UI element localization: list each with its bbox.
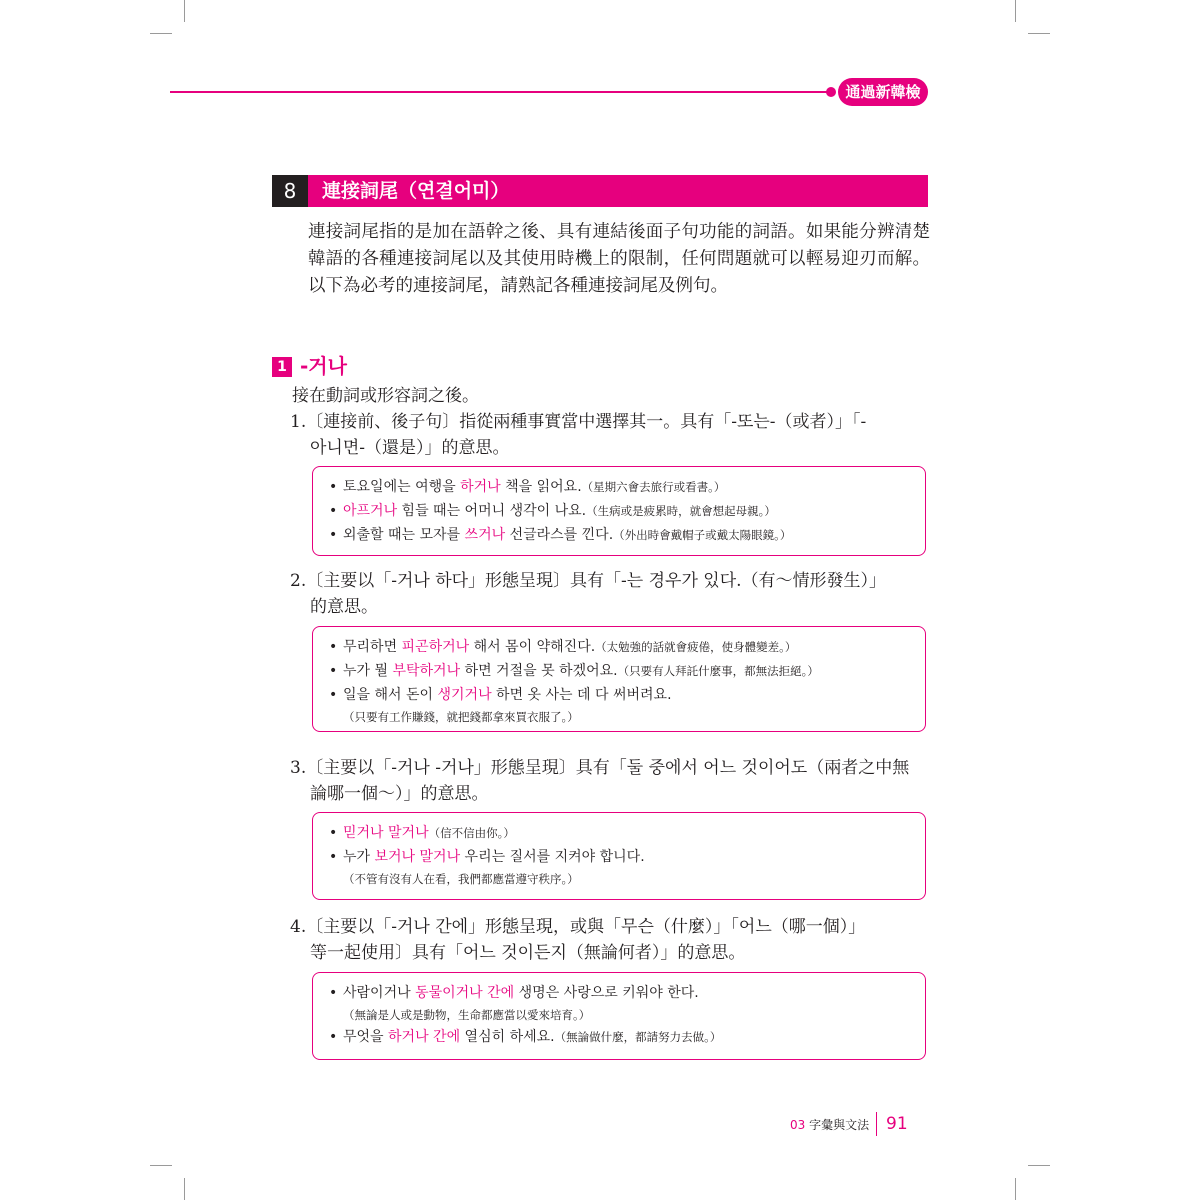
- section-title: 連接詞尾（연결어미）: [322, 180, 510, 202]
- example-text: 외출할 때는 모자를: [343, 527, 465, 543]
- section-number: 8: [272, 175, 308, 207]
- example-sentence: [313, 659, 925, 683]
- example-box: [312, 812, 926, 900]
- subsection-number: 1: [272, 357, 292, 377]
- example-box: [312, 466, 926, 556]
- example-highlight: 믿거나 말거나: [343, 825, 429, 841]
- usage-item: [290, 755, 930, 807]
- example-box: [312, 972, 926, 1060]
- header-dot: [826, 87, 836, 97]
- example-highlight: 쓰거나: [464, 527, 506, 543]
- footer-divider: [876, 1112, 877, 1136]
- chapter-title: 字彙與文法: [809, 1118, 870, 1132]
- section-title-bar: [272, 175, 928, 207]
- bullet-icon: •: [329, 825, 338, 841]
- usage-item-line: 1.〔連接前、後子句〕指從兩種事實當中選擇其一。具有「-또는-（或者）」「-: [290, 412, 867, 432]
- example-text: 토요일에는 여행을: [343, 479, 461, 495]
- example-sentence: [313, 1025, 925, 1049]
- section-intro: 連接詞尾指的是加在語幹之後、具有連結後面子句功能的詞語。如果能分辨清楚韓語的各種連接詞尾以及其使用時機上的限制，任何問題就可以輕易迎刃而解。以下為必考的連接詞尾，請熟記各種連接詞尾及例句。: [308, 222, 930, 296]
- usage-item-line: 2.〔主要以「-거나 하다」形態呈現〕具有「-는 경우가 있다.（有～情形發生）」: [290, 571, 887, 591]
- example-text: 무엇을: [343, 1029, 389, 1045]
- bullet-icon: •: [329, 479, 338, 495]
- crop-mark: [1028, 33, 1050, 34]
- example-translation: （無論是人或是動物，生命都應當以愛來培育。）: [343, 1008, 591, 1022]
- example-sentence: [313, 499, 925, 523]
- example-sentence: [313, 981, 925, 1005]
- crop-mark: [184, 0, 185, 22]
- chapter-label: [790, 1116, 869, 1133]
- usage-item-line: 3.〔主要以「-거나 -거나」形態呈現〕具有「둘 중에서 어느 것이어도（兩者之中無: [290, 758, 910, 778]
- example-text: 하면 거절을 못 하겠어요.: [460, 663, 618, 679]
- example-highlight: 부탁하거나: [392, 663, 461, 679]
- example-text: 열심히 하세요.: [460, 1029, 555, 1045]
- example-translation: （星期六會去旅行或看書。）: [581, 480, 726, 494]
- example-translation: （信不信由你。）: [428, 826, 515, 840]
- example-highlight: 피곤하거나: [401, 639, 470, 655]
- example-translation: （不管有沒有人在看，我們都應當遵守秩序。）: [343, 872, 579, 886]
- usage-item-line: 的意思。: [310, 597, 378, 617]
- bullet-icon: •: [329, 1029, 338, 1045]
- example-highlight: 보거나 말거나: [374, 849, 461, 865]
- example-translation: （生病或是疲累時，就會想起母親。）: [586, 504, 776, 518]
- example-text: 생명은 사랑으로 키워야 한다.: [514, 985, 699, 1001]
- example-translation: （無論做什麼，都請努力去做。）: [554, 1030, 722, 1044]
- crop-mark: [184, 1178, 185, 1200]
- example-translation: （太勉強的話就會疲倦，使身體變差。）: [595, 640, 797, 654]
- usage-item: [290, 914, 930, 966]
- example-highlight: 동물이거나 간에: [415, 985, 515, 1001]
- chapter-number: 03: [790, 1118, 806, 1132]
- example-box: [312, 626, 926, 732]
- example-text: 해서 몸이 약해진다.: [469, 639, 596, 655]
- example-text: 선글라스를 낀다.: [505, 527, 614, 543]
- page-number: 91: [886, 1114, 908, 1134]
- example-text: 힘들 때는 어머니 생각이 나요.: [397, 503, 587, 519]
- crop-mark: [150, 33, 172, 34]
- usage-item: [290, 409, 930, 461]
- example-highlight: 생기거나: [437, 687, 492, 703]
- example-sentence: [313, 821, 925, 845]
- bullet-icon: •: [329, 639, 338, 655]
- usage-item-line: 아니면-（還是）」的意思。: [310, 438, 510, 458]
- example-text: 우리는 질서를 지켜야 합니다.: [460, 849, 645, 865]
- usage-item-line: 等一起使用〕具有「어느 것이든지（無論何者）」的意思。: [310, 943, 746, 963]
- bullet-icon: •: [329, 663, 338, 679]
- example-sentence: [313, 845, 925, 869]
- example-text: 누가 뭘: [343, 663, 393, 679]
- bullet-icon: •: [329, 527, 338, 543]
- header-badge: 通過新韓檢: [838, 78, 928, 106]
- subsection-title: -거나: [300, 354, 347, 378]
- header-rule: [170, 91, 830, 93]
- example-translation: （只要有工作賺錢，就把錢都拿來買衣服了。）: [343, 710, 579, 724]
- example-highlight: 하거나: [460, 479, 501, 495]
- bullet-icon: •: [329, 687, 338, 703]
- crop-mark: [150, 1165, 172, 1166]
- crop-mark: [1015, 0, 1016, 22]
- example-sentence: [313, 475, 925, 499]
- example-highlight: 아프거나: [343, 503, 398, 519]
- bullet-icon: •: [329, 503, 338, 519]
- crop-mark: [1015, 1178, 1016, 1200]
- subsection-description: 接在動詞或形容詞之後。: [292, 386, 479, 406]
- example-text: 하면 옷 사는 데 다 써버려요.: [491, 687, 672, 703]
- bullet-icon: •: [329, 849, 338, 865]
- usage-item: [290, 568, 930, 620]
- example-text: 사람이거나: [343, 985, 416, 1001]
- example-sentence: [313, 635, 925, 659]
- usage-item-line: 4.〔主要以「-거나 간에」形態呈現，或與「무슨（什麼）」「어느（哪一個）」: [290, 917, 866, 937]
- example-translation: （外出時會戴帽子或戴太陽眼鏡。）: [613, 528, 792, 542]
- example-text: 무리하면: [343, 639, 402, 655]
- example-text: 누가: [343, 849, 375, 865]
- example-text: 일을 해서 돈이: [343, 687, 438, 703]
- example-text: 책을 읽어요.: [500, 479, 582, 495]
- example-highlight: 하거나 간에: [388, 1029, 461, 1045]
- example-sentence: [313, 683, 925, 707]
- usage-item-line: 論哪一個～）」的意思。: [310, 784, 489, 804]
- example-translation: （只要有人拜託什麼事，都無法拒絕。）: [617, 664, 819, 678]
- crop-mark: [1028, 1165, 1050, 1166]
- bullet-icon: •: [329, 985, 338, 1001]
- example-sentence: [313, 523, 925, 547]
